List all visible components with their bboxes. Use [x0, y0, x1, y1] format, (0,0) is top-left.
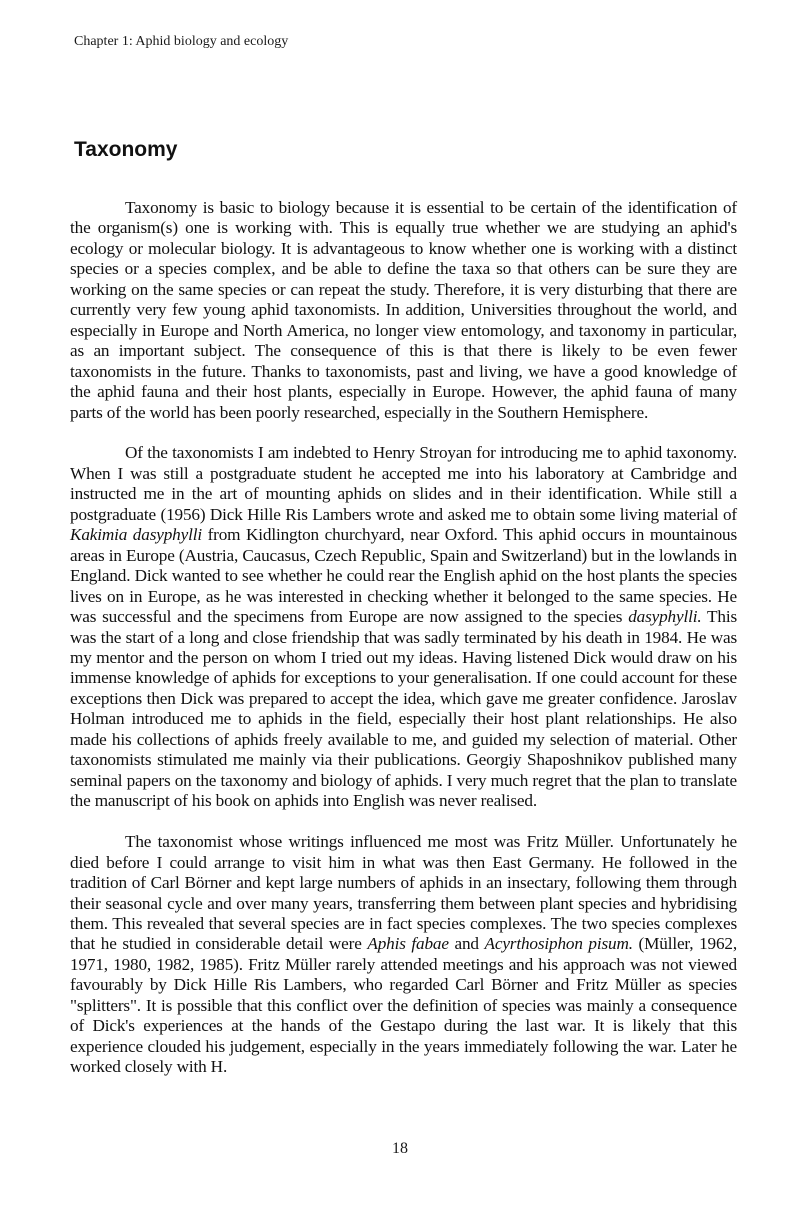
running-header: Chapter 1: Aphid biology and ecology [74, 34, 289, 49]
species-name-italic: Aphis fabae [367, 934, 449, 954]
species-name-italic: Acyrthosiphon pisum. [484, 934, 633, 954]
text-segment: from Kidlington churchyard, near Oxford. This aphid occurs in mountainous areas in Europe (Austria, Caucasus, Czech Republic, Spain and Switzerland) but in the lowlands in England. Dick wanted to see whether he could rear the English aphid on the host plants the species lives on in Europe, as he was interested in checking whether it belonged to the same species. He was successful and the specimens from Europe are now assigned to the species [70, 525, 737, 627]
paragraph-fritz-muller [70, 832, 737, 1077]
paragraph-taxonomy-importance [70, 198, 737, 423]
text-segment: (Müller, 1962, 1971, 1980, 1982, 1985). Fritz Müller rarely attended meetings and his approach was not viewed favourably by Dick Hille Ris Lambers, who regarded Carl Börner and Fritz Müller as species "splitters". It is possible that this conflict over the definition of species was mainly a consequence of Dick's experiences at the hands of the Gestapo during the last war. It is likely that this experience clouded his judgement, especially in the years immediately following the war. Later he worked closely with H. [70, 934, 738, 1077]
page-number: 18 [392, 1140, 408, 1157]
text-segment: Taxonomy is basic to biology because it is essential to be certain of the identification of the organism(s) one is working with. This is equally true whether we are studying an aphid's ecology or molecular biology. It is advantageous to know whether one is working with a distinct species or a species complex, and be able to define the taxa so that others can be sure they are working on the same species or can repeat the study. Therefore, it is very disturbing that there are currently very few young aphid taxonomists. In addition, Universities throughout the world, and especially in Europe and North America, no longer view entomology, and taxonomy in particular, as an important subject. The consequence of this is that there is likely to be even fewer taxonomists in the future. Thanks to taxonomists, past and living, we have a good knowledge of the aphid fauna and their host plants, especially in Europe. However, the aphid fauna of many parts of the world has been poorly researched, especially in the Southern Hemisphere. [70, 198, 737, 422]
body-text [70, 198, 737, 1098]
paragraph-stroyan-hille-ris-lambers [70, 443, 737, 811]
text-segment: This was the start of a long and close friendship that was sadly terminated by his death in 1984. He was my mentor and the person on whom I tried out my ideas. Having listened Dick would draw on his immense knowledge of aphids for exceptions to your generalisation. If one could account for these exceptions then Dick was prepared to accept the idea, which gave me greater confidence. Jaroslav Holman introduced me to aphids in the field, especially their host plant relationships. He also made his collections of aphids freely available to me, and guided my selection of material. Other taxonomists stimulated me mainly via their publications. Georgiy Shaposhnikov published many seminal papers on the taxonomy and biology of aphids. I very much regret that the plan to translate the manuscript of his book on aphids into English was never realised. [70, 607, 737, 811]
species-name-italic: dasyphylli. [628, 607, 702, 627]
section-title: Taxonomy [74, 138, 178, 161]
text-segment: The taxonomist whose writings influenced me most was Fritz Müller. Unfortunately he died before I could arrange to visit him in what was then East Germany. He followed in the tradition of Carl Börner and kept large numbers of aphids in an insectary, following them through their seasonal cycle and over many years, transferring them between plant species and hybridising them. This revealed that several species are in fact species complexes. The two species complexes that he studied in considerable detail were [70, 832, 737, 954]
species-name-italic: Kakimia dasyphylli [70, 525, 202, 545]
text-segment: Of the taxonomists I am indebted to Henry Stroyan for introducing me to aphid taxonomy. When I was still a postgraduate student he accepted me into his laboratory at Cambridge and instructed me in the art of mounting aphids on slides and in their identification. While still a postgraduate (1956) Dick Hille Ris Lambers wrote and asked me to obtain some living material of [70, 443, 737, 524]
text-segment: and [448, 934, 485, 954]
